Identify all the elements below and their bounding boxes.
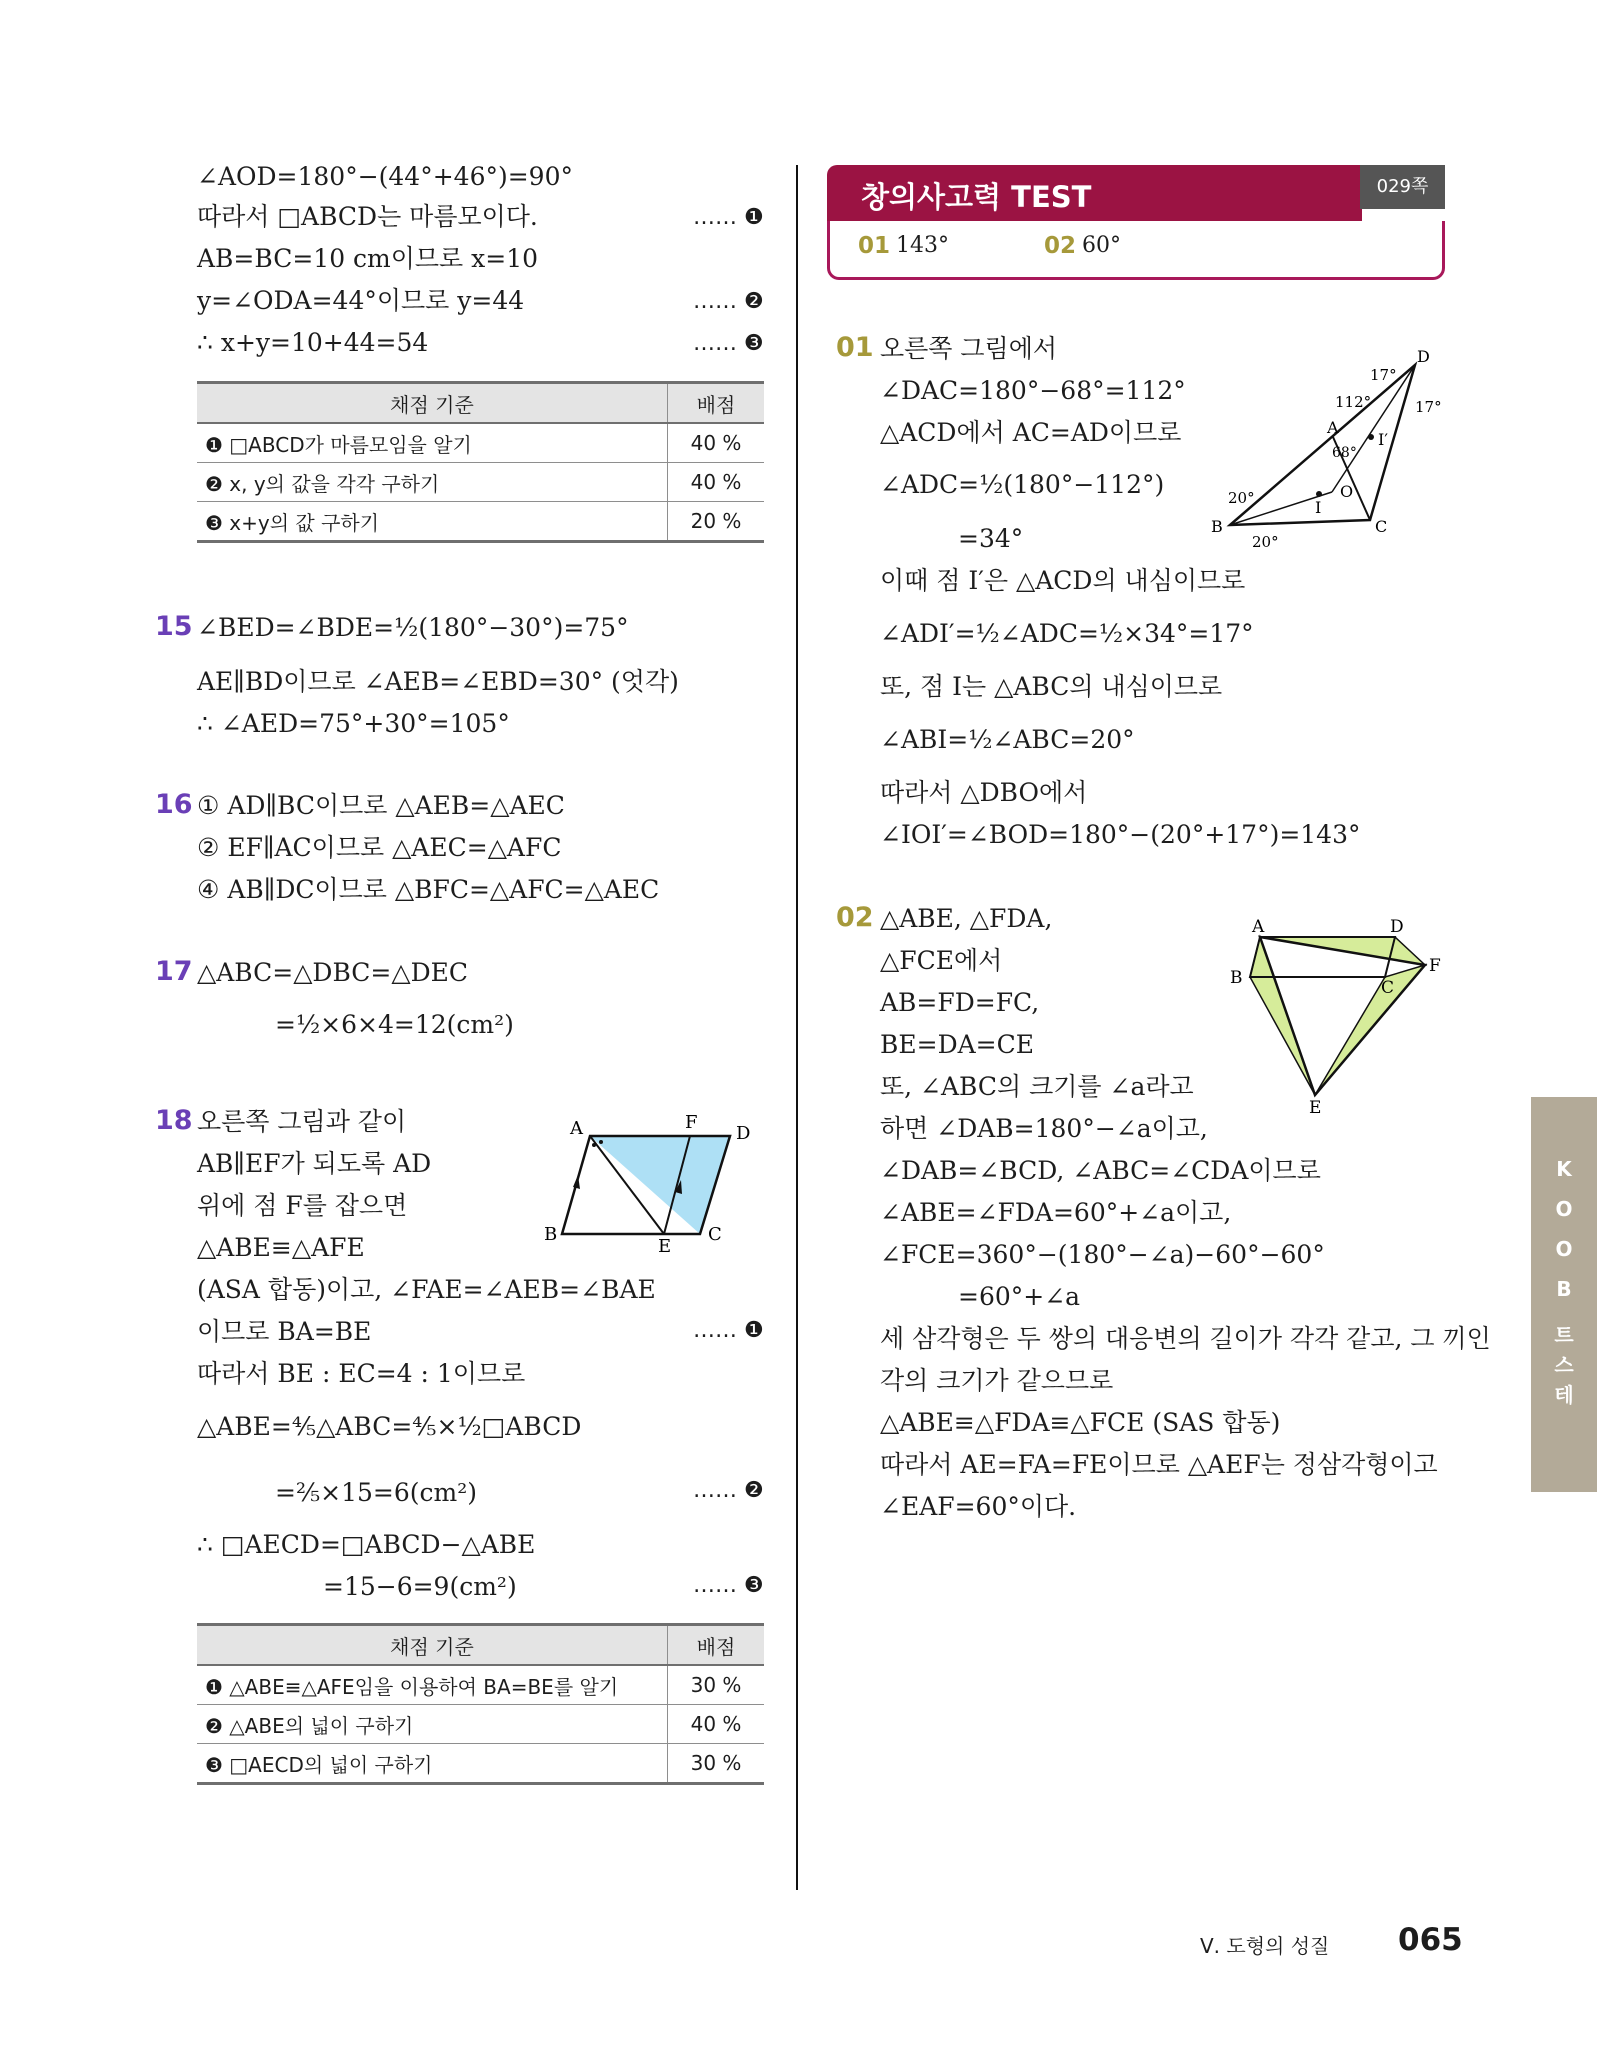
problem-02-line: 각의 크기가 같으므로 [880, 1366, 1114, 1395]
triangle-incenter-figure [1205, 340, 1465, 555]
problem-01-line: △ACD에서 AC=AD이므로 [880, 418, 1182, 447]
table-row [197, 502, 764, 542]
label-f: F [1429, 956, 1441, 976]
intro-line-3: AB=BC=10 cm이므로 x=10 [197, 244, 539, 273]
problem-15-number: 15 [155, 611, 193, 642]
table-cell: 40 % [668, 463, 765, 502]
side-tab-letter: K [1556, 1157, 1572, 1181]
problem-17-line: =½×6×4=12(cm²) [275, 1010, 514, 1039]
table-cell: ❷ x, y의 값을 각각 구하기 [197, 463, 668, 502]
bisector-d [1332, 365, 1415, 492]
problem-02-line: AB=FD=FC, [880, 988, 1040, 1017]
problem-18-line: =⅖×15=6(cm²) [275, 1478, 478, 1507]
label-c: C [1381, 978, 1395, 998]
problem-18-line: △ABE≡△AFE [197, 1233, 365, 1262]
problem-18-number: 18 [155, 1105, 193, 1136]
table-cell: ❸ □AECD의 넓이 구하기 [197, 1744, 668, 1784]
incenter-i [1316, 491, 1322, 497]
test-answers [827, 221, 1445, 280]
test-title: 창의사고력 TEST [861, 180, 1092, 214]
test-answer-box [827, 165, 1445, 281]
problem-15-line: ∴ ∠AED=75°+30°=105° [197, 709, 510, 738]
shaded-region [590, 1136, 730, 1234]
problem-01-line: =34° [958, 524, 1024, 553]
side-tab-letter: O [1555, 1237, 1573, 1261]
score-mark-1: …… ❶ [693, 1318, 764, 1343]
label-b: B [1211, 517, 1223, 536]
parallelogram-figure [540, 1112, 755, 1252]
problem-01-line: ∠ABI=½∠ABC=20° [880, 725, 1135, 754]
intro-line-1: ∠AOD=180°−(44°+46°)=90° [197, 162, 573, 191]
problem-01-line: ∠IOI′=∠BOD=180°−(20°+17°)=143° [880, 820, 1361, 849]
label-e: E [658, 1236, 672, 1252]
scoring-table-1 [197, 381, 764, 543]
answer-value: 143° [896, 233, 949, 258]
problem-02-line: ∠ABE=∠FDA=60°+∠a이고, [880, 1198, 1232, 1227]
label-d: D [1390, 917, 1404, 937]
problem-18-line: 오른쪽 그림과 같이 [197, 1107, 407, 1136]
table-header: 배점 [668, 383, 765, 424]
score-mark-1: …… ❶ [693, 205, 764, 230]
angle-17: 17° [1370, 366, 1397, 384]
problem-15-line: AE∥BD이므로 ∠AEB=∠EBD=30° (엇각) [197, 667, 679, 696]
table-cell: 40 % [668, 1705, 765, 1744]
label-d: D [1417, 347, 1430, 366]
table-cell: 30 % [668, 1665, 765, 1705]
triangle-abe [1250, 937, 1315, 1095]
label-c: C [708, 1224, 722, 1245]
problem-16-line: ② EF∥AC이므로 △AEC=△AFC [197, 833, 562, 862]
label-a: A [1252, 917, 1265, 937]
label-a: A [570, 1118, 583, 1139]
problem-02-number: 02 [836, 902, 874, 933]
problem-18-line: (ASA 합동)이고, ∠FAE=∠AEB=∠BAE [197, 1275, 656, 1304]
table-header: 채점 기준 [197, 1625, 668, 1666]
angle-17b: 17° [1415, 398, 1442, 416]
angle-20a: 20° [1228, 489, 1255, 507]
problem-02-line: =60°+∠a [958, 1282, 1081, 1311]
problem-18-line: =15−6=9(cm²) [323, 1572, 517, 1601]
problem-02-line: △ABE, △FDA, [880, 904, 1053, 933]
problem-16-number: 16 [155, 789, 193, 820]
problem-02-line: BE=DA=CE [880, 1030, 1034, 1059]
problem-01-line: ∠ADC=½(180°−112°) [880, 470, 1165, 499]
table-header: 채점 기준 [197, 383, 668, 424]
label-e: E [1309, 1098, 1322, 1118]
angle-dot [592, 1143, 596, 1147]
problem-16-line: ④ AB∥DC이므로 △BFC=△AFC=△AEC [197, 875, 660, 904]
problem-18-line: △ABE=⅘△ABC=⅘×½□ABCD [197, 1412, 582, 1441]
angle-20b: 20° [1252, 533, 1279, 551]
label-d: D [736, 1123, 751, 1144]
table-cell: ❶ △ABE≡△AFE임을 이용하여 BA=BE를 알기 [197, 1665, 668, 1705]
label-b: B [1230, 968, 1243, 988]
table-cell: ❸ x+y의 값 구하기 [197, 502, 668, 542]
label-i: I [1315, 498, 1322, 517]
problem-02-line: △FCE에서 [880, 946, 1003, 975]
incenter-i-prime [1368, 434, 1374, 440]
table-cell: 20 % [668, 502, 765, 542]
score-mark-3: …… ❸ [693, 331, 764, 356]
score-mark-3: …… ❸ [693, 1573, 764, 1598]
label-a: A [1327, 418, 1339, 437]
label-b: B [544, 1224, 558, 1245]
problem-18-line: 이므로 BA=BE [197, 1317, 372, 1346]
test-page-ref: 029쪽 [1360, 165, 1445, 209]
problem-02-line: 또, ∠ABC의 크기를 ∠a라고 [880, 1072, 1194, 1101]
problem-18-line: 위에 점 F를 잡으면 [197, 1191, 408, 1220]
score-mark-2: …… ❷ [693, 1478, 764, 1503]
problem-02-line: ∠DAB=∠BCD, ∠ABC=∠CDA이므로 [880, 1156, 1321, 1185]
problem-01-line: 오른쪽 그림에서 [880, 334, 1057, 363]
problem-02-line: 하면 ∠DAB=180°−∠a이고, [880, 1114, 1208, 1143]
table-header: 배점 [668, 1625, 765, 1666]
table-cell: 30 % [668, 1744, 765, 1784]
problem-02-line: 세 삼각형은 두 쌍의 대응변의 길이가 각각 같고, 그 끼인 [880, 1324, 1491, 1353]
score-mark-2: …… ❷ [693, 289, 764, 314]
problem-18-line: AB∥EF가 되도록 AD [197, 1149, 432, 1178]
test-book-side-tab [1531, 1097, 1597, 1492]
test-header [827, 165, 1362, 221]
angle-dot [599, 1140, 603, 1144]
problem-02-line: ∠EAF=60°이다. [880, 1492, 1077, 1521]
footer-section: Ⅴ. 도형의 성질 [1200, 1934, 1330, 1958]
label-f: F [685, 1112, 698, 1133]
table-row [197, 463, 764, 502]
answer-number: 02 [1044, 233, 1077, 259]
problem-17-number: 17 [155, 956, 193, 987]
problem-17-line: △ABC=△DBC=△DEC [197, 958, 469, 987]
side-tab-letter: 트 [1554, 1323, 1574, 1347]
problem-18-line: ∴ □AECD=□ABCD−△ABE [197, 1530, 536, 1559]
scoring-table-2 [197, 1623, 764, 1785]
problem-02-line: ∠FCE=360°−(180°−∠a)−60°−60° [880, 1240, 1325, 1269]
problem-01-line: ∠DAC=180°−68°=112° [880, 376, 1186, 405]
table-cell: ❶ □ABCD가 마름모임을 알기 [197, 423, 668, 463]
problem-16-line: ① AD∥BC이므로 △AEB=△AEC [197, 791, 565, 820]
column-divider [796, 165, 798, 1890]
answer-value: 60° [1082, 233, 1121, 258]
side-tab-letter: 테 [1554, 1383, 1574, 1407]
table-row [197, 1705, 764, 1744]
angle-68: 68° [1332, 445, 1357, 461]
problem-02-line: 따라서 AE=FA=FE이므로 △AEF는 정삼각형이고 [880, 1450, 1438, 1479]
problem-01-line: 이때 점 I′은 △ACD의 내심이므로 [880, 566, 1246, 595]
problem-02-line: △ABE≡△FDA≡△FCE (SAS 합동) [880, 1408, 1281, 1437]
equilateral-triangle-figure [1225, 915, 1450, 1120]
table-row [197, 1744, 764, 1784]
problem-01-line: ∠ADI′=½∠ADC=½×34°=17° [880, 619, 1254, 648]
page-number: 065 [1398, 1922, 1463, 1958]
problem-15-line: ∠BED=∠BDE=½(180°−30°)=75° [197, 613, 629, 642]
side-tab-letter: B [1556, 1277, 1572, 1301]
intro-line-5: ∴ x+y=10+44=54 [197, 328, 429, 357]
label-c: C [1375, 517, 1388, 536]
label-i-prime: I′ [1378, 430, 1388, 449]
problem-01-number: 01 [836, 332, 874, 363]
side-tab-letter: 스 [1554, 1353, 1574, 1377]
intro-line-4: y=∠ODA=44°이므로 y=44 [197, 286, 525, 315]
label-o: O [1340, 482, 1354, 501]
table-row [197, 423, 764, 463]
problem-18-line: 따라서 BE : EC=4 : 1이므로 [197, 1359, 526, 1388]
intro-line-2: 따라서 □ABCD는 마름모이다. [197, 202, 538, 231]
answer-number: 01 [858, 233, 891, 259]
problem-01-line: 따라서 △DBO에서 [880, 778, 1088, 807]
problem-01-line: 또, 점 I는 △ABC의 내심이므로 [880, 672, 1223, 701]
table-cell: 40 % [668, 423, 765, 463]
side-tab-letter: O [1555, 1197, 1573, 1221]
table-cell: ❷ △ABE의 넓이 구하기 [197, 1705, 668, 1744]
angle-112: 112° [1335, 393, 1372, 411]
table-row [197, 1665, 764, 1705]
